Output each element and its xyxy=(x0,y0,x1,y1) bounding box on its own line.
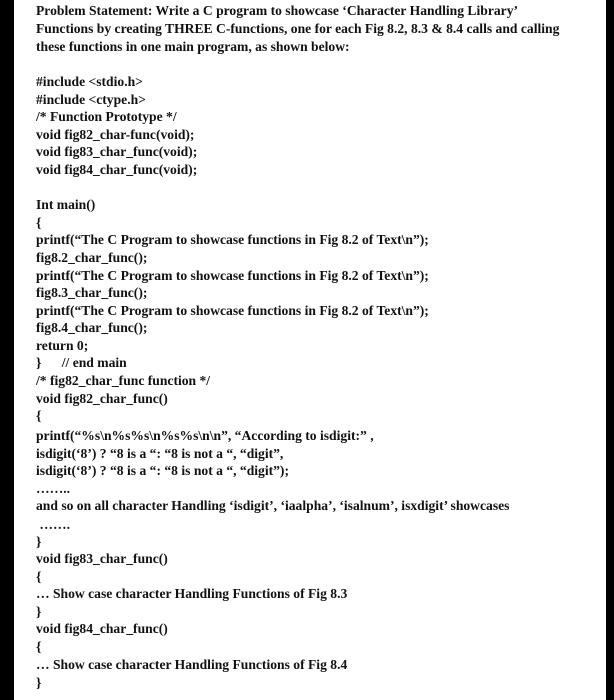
fig82-open-brace: { xyxy=(36,408,42,423)
problem-statement-line-3: these functions in one main program, as shown below: xyxy=(36,39,350,54)
main-return: return 0; xyxy=(36,338,89,353)
main-printf-3: printf(“The C Program to showcase functions in Fig 8.2 of Text\n”); xyxy=(36,303,429,318)
problem-statement-line-1: Problem Statement: Write a C program to showcase ‘Character Handling Library’ xyxy=(36,3,519,18)
main-call-fig82: fig8.2_char_func(); xyxy=(36,250,148,265)
fig84-signature: void fig84_char_func() xyxy=(36,621,168,636)
main-open-brace: { xyxy=(36,215,42,230)
fig82-isdigit-1: isdigit(‘8’) ? “8 is a “: “8 is not a “, “digit”, xyxy=(36,446,284,461)
document-page xyxy=(14,0,606,700)
fig83-signature: void fig83_char_func() xyxy=(36,551,168,566)
main-call-fig84: fig8.4_char_func(); xyxy=(36,320,148,335)
fig82-note: and so on all character Handling ‘isdigit’, ‘iaalpha’, ‘isalnum’, isxdigit’ showcases xyxy=(36,498,510,513)
include-ctype: #include <ctype.h> xyxy=(36,92,146,107)
prototype-comment: /* Function Prototype */ xyxy=(36,109,177,124)
include-stdio: #include <stdio.h> xyxy=(36,74,143,89)
fig82-ellipsis-2: ……. xyxy=(36,517,70,532)
main-signature: Int main() xyxy=(36,197,96,212)
main-printf-1: printf(“The C Program to showcase functions in Fig 8.2 of Text\n”); xyxy=(36,232,429,247)
fig84-body: … Show case character Handling Functions of Fig 8.4 xyxy=(36,657,348,672)
problem-statement-line-2: Functions by creating THREE C-functions, one for each Fig 8.2, 8.3 & 8.4 calls and calling xyxy=(36,21,560,36)
fig82-printf: printf(“%s\n%s%s\n%s%s\n\n”, “According to isdigit:” , xyxy=(36,428,374,443)
fig82-close-brace: } xyxy=(36,534,42,549)
fig82-signature: void fig82_char_func() xyxy=(36,391,168,406)
prototype-fig84: void fig84_char_func(void); xyxy=(36,162,198,177)
fig83-open-brace: { xyxy=(36,569,42,584)
prototype-fig83: void fig83_char_func(void); xyxy=(36,144,198,159)
prototype-fig82: void fig82_char-func(void); xyxy=(36,127,195,142)
fig84-close-brace: } xyxy=(36,675,42,690)
fig83-close-brace: } xyxy=(36,604,42,619)
main-close-brace: } // end main xyxy=(36,355,127,370)
fig82-ellipsis-1: …….. xyxy=(36,481,70,496)
fig82-isdigit-2: isdigit(‘8’) ? “8 is a “: “8 is not a “, “digit”); xyxy=(36,463,289,478)
main-printf-2: printf(“The C Program to showcase functions in Fig 8.2 of Text\n”); xyxy=(36,268,429,283)
fig84-open-brace: { xyxy=(36,639,42,654)
fig82-comment: /* fig82_char_func function */ xyxy=(36,373,211,388)
fig83-body: … Show case character Handling Functions of Fig 8.3 xyxy=(36,586,348,601)
main-call-fig83: fig8.3_char_func(); xyxy=(36,285,148,300)
